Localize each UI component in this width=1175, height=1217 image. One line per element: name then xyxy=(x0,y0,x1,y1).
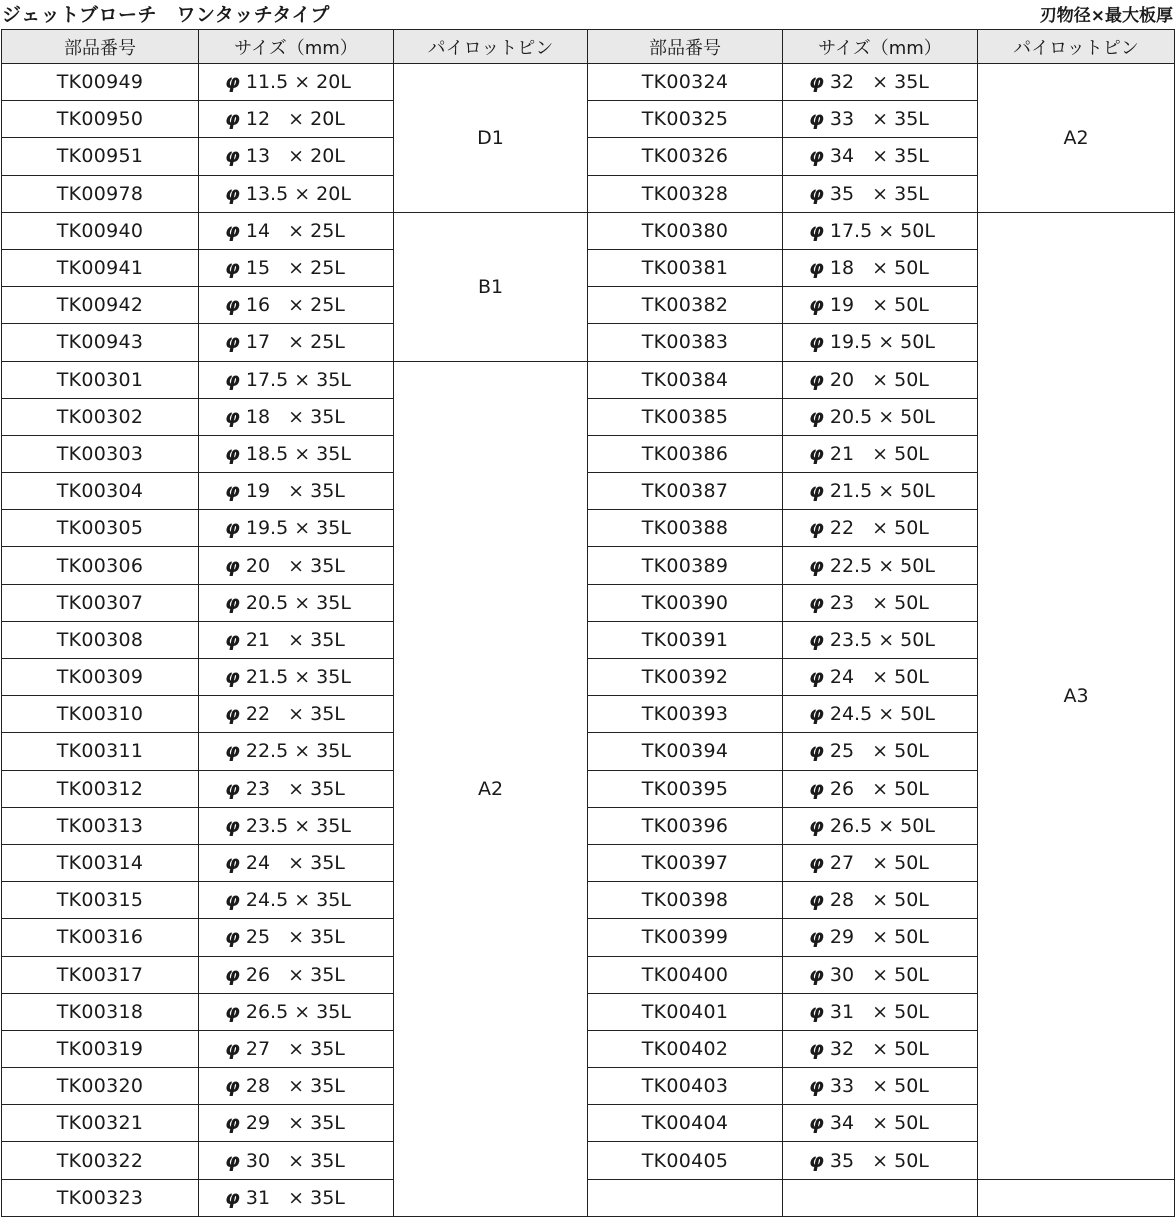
part-number-cell: TK00383 xyxy=(588,324,783,361)
pilot-pin-cell: A2 xyxy=(978,64,1175,213)
size-value: 20 × 50L xyxy=(829,368,929,391)
size-cell xyxy=(199,621,394,658)
part-number-cell: TK00302 xyxy=(2,398,199,435)
part-number-cell: TK00392 xyxy=(588,659,783,696)
size-cell xyxy=(199,882,394,919)
phi-symbol: φ xyxy=(225,666,240,689)
part-number-cell: TK00306 xyxy=(2,547,199,584)
size-value: 27 × 50L xyxy=(829,852,929,875)
phi-symbol: φ xyxy=(225,963,240,986)
phi-symbol: φ xyxy=(225,219,240,242)
size-cell xyxy=(783,919,978,956)
pilot-pin-cell: A2 xyxy=(394,361,588,1216)
part-number-cell: TK00384 xyxy=(588,361,783,398)
part-number-cell: TK00388 xyxy=(588,510,783,547)
col-header-size: サイズ（mm） xyxy=(199,30,394,64)
size-value: 23 × 50L xyxy=(829,591,929,614)
part-number-cell: TK00310 xyxy=(2,696,199,733)
size-value: 21.5 × 50L xyxy=(829,480,935,503)
part-number-cell: TK00316 xyxy=(2,919,199,956)
phi-symbol: φ xyxy=(809,703,824,726)
phi-symbol: φ xyxy=(225,71,240,94)
size-value: 18 × 50L xyxy=(829,257,929,280)
size-cell xyxy=(783,1142,978,1179)
phi-symbol: φ xyxy=(809,852,824,875)
part-number-cell: TK00398 xyxy=(588,882,783,919)
part-number-cell: TK00397 xyxy=(588,844,783,881)
phi-symbol: φ xyxy=(809,666,824,689)
size-cell xyxy=(783,621,978,658)
part-number-cell: TK00319 xyxy=(2,1030,199,1067)
phi-symbol: φ xyxy=(809,1149,824,1172)
size-value: 34 × 35L xyxy=(829,145,929,168)
phi-symbol: φ xyxy=(225,442,240,465)
size-cell xyxy=(199,993,394,1030)
size-cell xyxy=(783,101,978,138)
part-number-cell: TK00322 xyxy=(2,1142,199,1179)
phi-symbol: φ xyxy=(225,554,240,577)
phi-symbol: φ xyxy=(809,814,824,837)
size-cell xyxy=(199,807,394,844)
phi-symbol: φ xyxy=(225,591,240,614)
part-number-cell: TK00313 xyxy=(2,807,199,844)
size-cell xyxy=(199,101,394,138)
phi-symbol: φ xyxy=(225,294,240,317)
part-number-cell: TK00950 xyxy=(2,101,199,138)
size-cell xyxy=(199,398,394,435)
size-value: 35 × 50L xyxy=(829,1149,929,1172)
phi-symbol: φ xyxy=(225,108,240,131)
size-cell xyxy=(199,361,394,398)
size-cell xyxy=(783,473,978,510)
size-cell xyxy=(783,993,978,1030)
size-cell xyxy=(199,844,394,881)
phi-symbol: φ xyxy=(809,1037,824,1060)
part-number-cell: TK00328 xyxy=(588,175,783,212)
phi-symbol: φ xyxy=(809,480,824,503)
size-value: 19 × 50L xyxy=(829,294,929,317)
phi-symbol: φ xyxy=(809,517,824,540)
size-value: 17.5 × 35L xyxy=(245,368,351,391)
size-cell xyxy=(199,212,394,249)
phi-symbol: φ xyxy=(225,1112,240,1135)
size-cell xyxy=(783,212,978,249)
size-cell xyxy=(199,919,394,956)
phi-symbol: φ xyxy=(225,889,240,912)
size-cell xyxy=(199,64,394,101)
size-value: 24.5 × 50L xyxy=(829,703,935,726)
size-cell xyxy=(199,1068,394,1105)
size-cell xyxy=(783,398,978,435)
part-number-cell: TK00404 xyxy=(588,1105,783,1142)
size-value: 23.5 × 50L xyxy=(829,628,935,651)
size-value: 18 × 35L xyxy=(245,405,345,428)
size-value: 26.5 × 35L xyxy=(245,1000,351,1023)
phi-symbol: φ xyxy=(225,740,240,763)
part-number-cell: TK00305 xyxy=(2,510,199,547)
phi-symbol: φ xyxy=(809,145,824,168)
size-value: 22.5 × 35L xyxy=(245,740,351,763)
col-header-size-right: サイズ（mm） xyxy=(783,30,978,64)
part-number-cell: TK00312 xyxy=(2,770,199,807)
size-cell xyxy=(199,770,394,807)
phi-symbol: φ xyxy=(809,368,824,391)
table-row xyxy=(2,64,1175,101)
part-number-cell: TK00323 xyxy=(2,1179,199,1216)
part-number-cell: TK00391 xyxy=(588,621,783,658)
phi-symbol: φ xyxy=(225,777,240,800)
size-cell xyxy=(199,1179,394,1216)
size-value: 22.5 × 50L xyxy=(829,554,935,577)
size-value: 15 × 25L xyxy=(245,257,345,280)
part-number-cell: TK00951 xyxy=(2,138,199,175)
size-cell xyxy=(783,696,978,733)
part-number-cell: TK00315 xyxy=(2,882,199,919)
part-number-cell: TK00311 xyxy=(2,733,199,770)
phi-symbol: φ xyxy=(809,1075,824,1098)
size-cell xyxy=(199,956,394,993)
size-value: 22 × 35L xyxy=(245,703,345,726)
part-number-cell: TK00942 xyxy=(2,287,199,324)
phi-symbol: φ xyxy=(225,257,240,280)
phi-symbol: φ xyxy=(225,517,240,540)
pilot-pin-cell: A3 xyxy=(978,212,1175,1179)
size-value: 32 × 50L xyxy=(829,1037,929,1060)
phi-symbol: φ xyxy=(809,331,824,354)
col-header-pilot-pin-right: パイロットピン xyxy=(978,30,1175,64)
part-number-cell: TK00385 xyxy=(588,398,783,435)
phi-symbol: φ xyxy=(809,889,824,912)
size-value: 31 × 50L xyxy=(829,1000,929,1023)
size-value: 19 × 35L xyxy=(245,480,345,503)
size-value: 23.5 × 35L xyxy=(245,814,351,837)
size-value: 26.5 × 50L xyxy=(829,814,935,837)
dimension-note: 刃物径×最大板厚 xyxy=(1039,6,1173,26)
part-number-cell: TK00386 xyxy=(588,435,783,472)
size-cell xyxy=(199,584,394,621)
size-cell xyxy=(199,138,394,175)
size-value: 20.5 × 35L xyxy=(245,591,351,614)
pilot-pin-cell: D1 xyxy=(394,64,588,213)
part-number-cell: TK00390 xyxy=(588,584,783,621)
part-number-cell: TK00318 xyxy=(2,993,199,1030)
phi-symbol: φ xyxy=(809,405,824,428)
size-cell xyxy=(199,287,394,324)
phi-symbol: φ xyxy=(225,628,240,651)
part-number-cell: TK00393 xyxy=(588,696,783,733)
size-value: 20 × 35L xyxy=(245,554,345,577)
size-cell xyxy=(783,324,978,361)
size-value: 16 × 25L xyxy=(245,294,345,317)
size-cell xyxy=(783,1068,978,1105)
size-value: 14 × 25L xyxy=(245,219,345,242)
size-cell xyxy=(783,138,978,175)
part-number-cell: TK00401 xyxy=(588,993,783,1030)
phi-symbol: φ xyxy=(225,1000,240,1023)
part-number-cell xyxy=(588,1179,783,1216)
table-row xyxy=(2,212,1175,249)
size-cell xyxy=(783,249,978,286)
phi-symbol: φ xyxy=(809,1112,824,1135)
part-number-cell: TK00400 xyxy=(588,956,783,993)
part-number-cell: TK00303 xyxy=(2,435,199,472)
size-value: 19.5 × 50L xyxy=(829,331,935,354)
phi-symbol: φ xyxy=(809,294,824,317)
size-cell xyxy=(783,361,978,398)
size-cell xyxy=(199,435,394,472)
size-cell xyxy=(783,882,978,919)
size-cell xyxy=(199,733,394,770)
size-cell xyxy=(783,1030,978,1067)
size-cell xyxy=(783,435,978,472)
size-cell xyxy=(783,1179,978,1216)
phi-symbol: φ xyxy=(809,926,824,949)
size-cell xyxy=(783,175,978,212)
size-value: 17 × 25L xyxy=(245,331,345,354)
size-value: 24 × 35L xyxy=(245,852,345,875)
size-cell xyxy=(783,1105,978,1142)
size-value: 26 × 35L xyxy=(245,963,345,986)
size-value: 17.5 × 50L xyxy=(829,219,935,242)
size-cell xyxy=(199,547,394,584)
size-cell xyxy=(199,249,394,286)
phi-symbol: φ xyxy=(225,703,240,726)
table-row xyxy=(2,1179,1175,1216)
size-value: 13.5 × 20L xyxy=(245,182,351,205)
part-number-cell: TK00308 xyxy=(2,621,199,658)
phi-symbol: φ xyxy=(809,740,824,763)
size-value: 21 × 35L xyxy=(245,628,345,651)
size-cell xyxy=(783,510,978,547)
part-number-cell: TK00396 xyxy=(588,807,783,844)
size-value: 19.5 × 35L xyxy=(245,517,351,540)
part-number-cell: TK00395 xyxy=(588,770,783,807)
part-number-cell: TK00304 xyxy=(2,473,199,510)
part-number-cell: TK00394 xyxy=(588,733,783,770)
size-value: 32 × 35L xyxy=(829,71,929,94)
part-number-cell: TK00309 xyxy=(2,659,199,696)
phi-symbol: φ xyxy=(809,442,824,465)
phi-symbol: φ xyxy=(809,628,824,651)
size-value: 26 × 50L xyxy=(829,777,929,800)
phi-symbol: φ xyxy=(225,480,240,503)
size-value: 29 × 35L xyxy=(245,1112,345,1135)
part-number-cell: TK00941 xyxy=(2,249,199,286)
phi-symbol: φ xyxy=(225,1037,240,1060)
part-number-cell: TK00317 xyxy=(2,956,199,993)
phi-symbol: φ xyxy=(225,405,240,428)
part-number-cell: TK00325 xyxy=(588,101,783,138)
phi-symbol: φ xyxy=(809,219,824,242)
size-cell xyxy=(783,844,978,881)
part-number-cell: TK00382 xyxy=(588,287,783,324)
size-value: 25 × 35L xyxy=(245,926,345,949)
size-cell xyxy=(199,175,394,212)
size-value: 25 × 50L xyxy=(829,740,929,763)
size-value: 35 × 35L xyxy=(829,182,929,205)
phi-symbol: φ xyxy=(809,591,824,614)
part-number-cell: TK00389 xyxy=(588,547,783,584)
phi-symbol: φ xyxy=(809,554,824,577)
size-value: 11.5 × 20L xyxy=(245,71,351,94)
size-cell xyxy=(783,64,978,101)
part-number-cell: TK00307 xyxy=(2,584,199,621)
part-number-cell: TK00326 xyxy=(588,138,783,175)
size-value: 18.5 × 35L xyxy=(245,442,351,465)
page-title: ジェットブローチ ワンタッチタイプ xyxy=(2,4,330,26)
phi-symbol: φ xyxy=(809,182,824,205)
phi-symbol: φ xyxy=(225,331,240,354)
size-cell xyxy=(783,659,978,696)
phi-symbol: φ xyxy=(809,1000,824,1023)
size-value: 33 × 35L xyxy=(829,108,929,131)
col-header-pilot-pin: パイロットピン xyxy=(394,30,588,64)
pilot-pin-cell: B1 xyxy=(394,212,588,361)
part-number-cell: TK00403 xyxy=(588,1068,783,1105)
phi-symbol: φ xyxy=(225,182,240,205)
phi-symbol: φ xyxy=(225,1075,240,1098)
size-value: 24 × 50L xyxy=(829,666,929,689)
size-cell xyxy=(783,956,978,993)
phi-symbol: φ xyxy=(225,145,240,168)
size-value: 21 × 50L xyxy=(829,442,929,465)
part-number-cell: TK00940 xyxy=(2,212,199,249)
part-number-cell: TK00943 xyxy=(2,324,199,361)
size-value: 34 × 50L xyxy=(829,1112,929,1135)
phi-symbol: φ xyxy=(225,368,240,391)
col-header-part-no-right: 部品番号 xyxy=(588,30,783,64)
part-number-cell: TK00387 xyxy=(588,473,783,510)
part-number-cell: TK00301 xyxy=(2,361,199,398)
phi-symbol: φ xyxy=(225,926,240,949)
table-body xyxy=(2,64,1175,1217)
size-value: 29 × 50L xyxy=(829,926,929,949)
size-cell xyxy=(199,473,394,510)
size-cell xyxy=(199,510,394,547)
phi-symbol: φ xyxy=(225,852,240,875)
size-cell xyxy=(783,584,978,621)
part-number-cell: TK00402 xyxy=(588,1030,783,1067)
part-number-cell: TK00949 xyxy=(2,64,199,101)
phi-symbol: φ xyxy=(809,71,824,94)
size-value: 22 × 50L xyxy=(829,517,929,540)
size-value: 27 × 35L xyxy=(245,1037,345,1060)
part-number-cell: TK00399 xyxy=(588,919,783,956)
size-cell xyxy=(783,733,978,770)
size-value: 24.5 × 35L xyxy=(245,889,351,912)
size-cell xyxy=(783,547,978,584)
phi-symbol: φ xyxy=(225,1149,240,1172)
spec-table xyxy=(1,29,1175,1217)
part-number-cell: TK00321 xyxy=(2,1105,199,1142)
col-header-part-no: 部品番号 xyxy=(2,30,199,64)
header-row xyxy=(2,30,1175,64)
phi-symbol: φ xyxy=(809,963,824,986)
size-value: 28 × 35L xyxy=(245,1075,345,1098)
part-number-cell: TK00320 xyxy=(2,1068,199,1105)
part-number-cell: TK00978 xyxy=(2,175,199,212)
part-number-cell: TK00314 xyxy=(2,844,199,881)
size-value: 33 × 50L xyxy=(829,1075,929,1098)
size-value: 31 × 35L xyxy=(245,1186,345,1209)
size-cell xyxy=(199,1105,394,1142)
size-cell xyxy=(783,287,978,324)
pilot-pin-cell xyxy=(978,1179,1175,1216)
part-number-cell: TK00380 xyxy=(588,212,783,249)
size-value: 23 × 35L xyxy=(245,777,345,800)
phi-symbol: φ xyxy=(809,777,824,800)
size-value: 21.5 × 35L xyxy=(245,666,351,689)
size-value: 12 × 20L xyxy=(245,108,345,131)
size-cell xyxy=(199,1030,394,1067)
part-number-cell: TK00381 xyxy=(588,249,783,286)
size-value: 30 × 35L xyxy=(245,1149,345,1172)
size-cell xyxy=(199,659,394,696)
phi-symbol: φ xyxy=(809,108,824,131)
size-value: 20.5 × 50L xyxy=(829,405,935,428)
size-cell xyxy=(783,770,978,807)
part-number-cell: TK00405 xyxy=(588,1142,783,1179)
size-value: 13 × 20L xyxy=(245,145,345,168)
part-number-cell: TK00324 xyxy=(588,64,783,101)
size-cell xyxy=(199,324,394,361)
phi-symbol: φ xyxy=(225,814,240,837)
size-value: 28 × 50L xyxy=(829,889,929,912)
phi-symbol: φ xyxy=(809,257,824,280)
size-cell xyxy=(199,1142,394,1179)
size-cell xyxy=(783,807,978,844)
size-cell xyxy=(199,696,394,733)
size-value: 30 × 50L xyxy=(829,963,929,986)
phi-symbol: φ xyxy=(225,1186,240,1209)
